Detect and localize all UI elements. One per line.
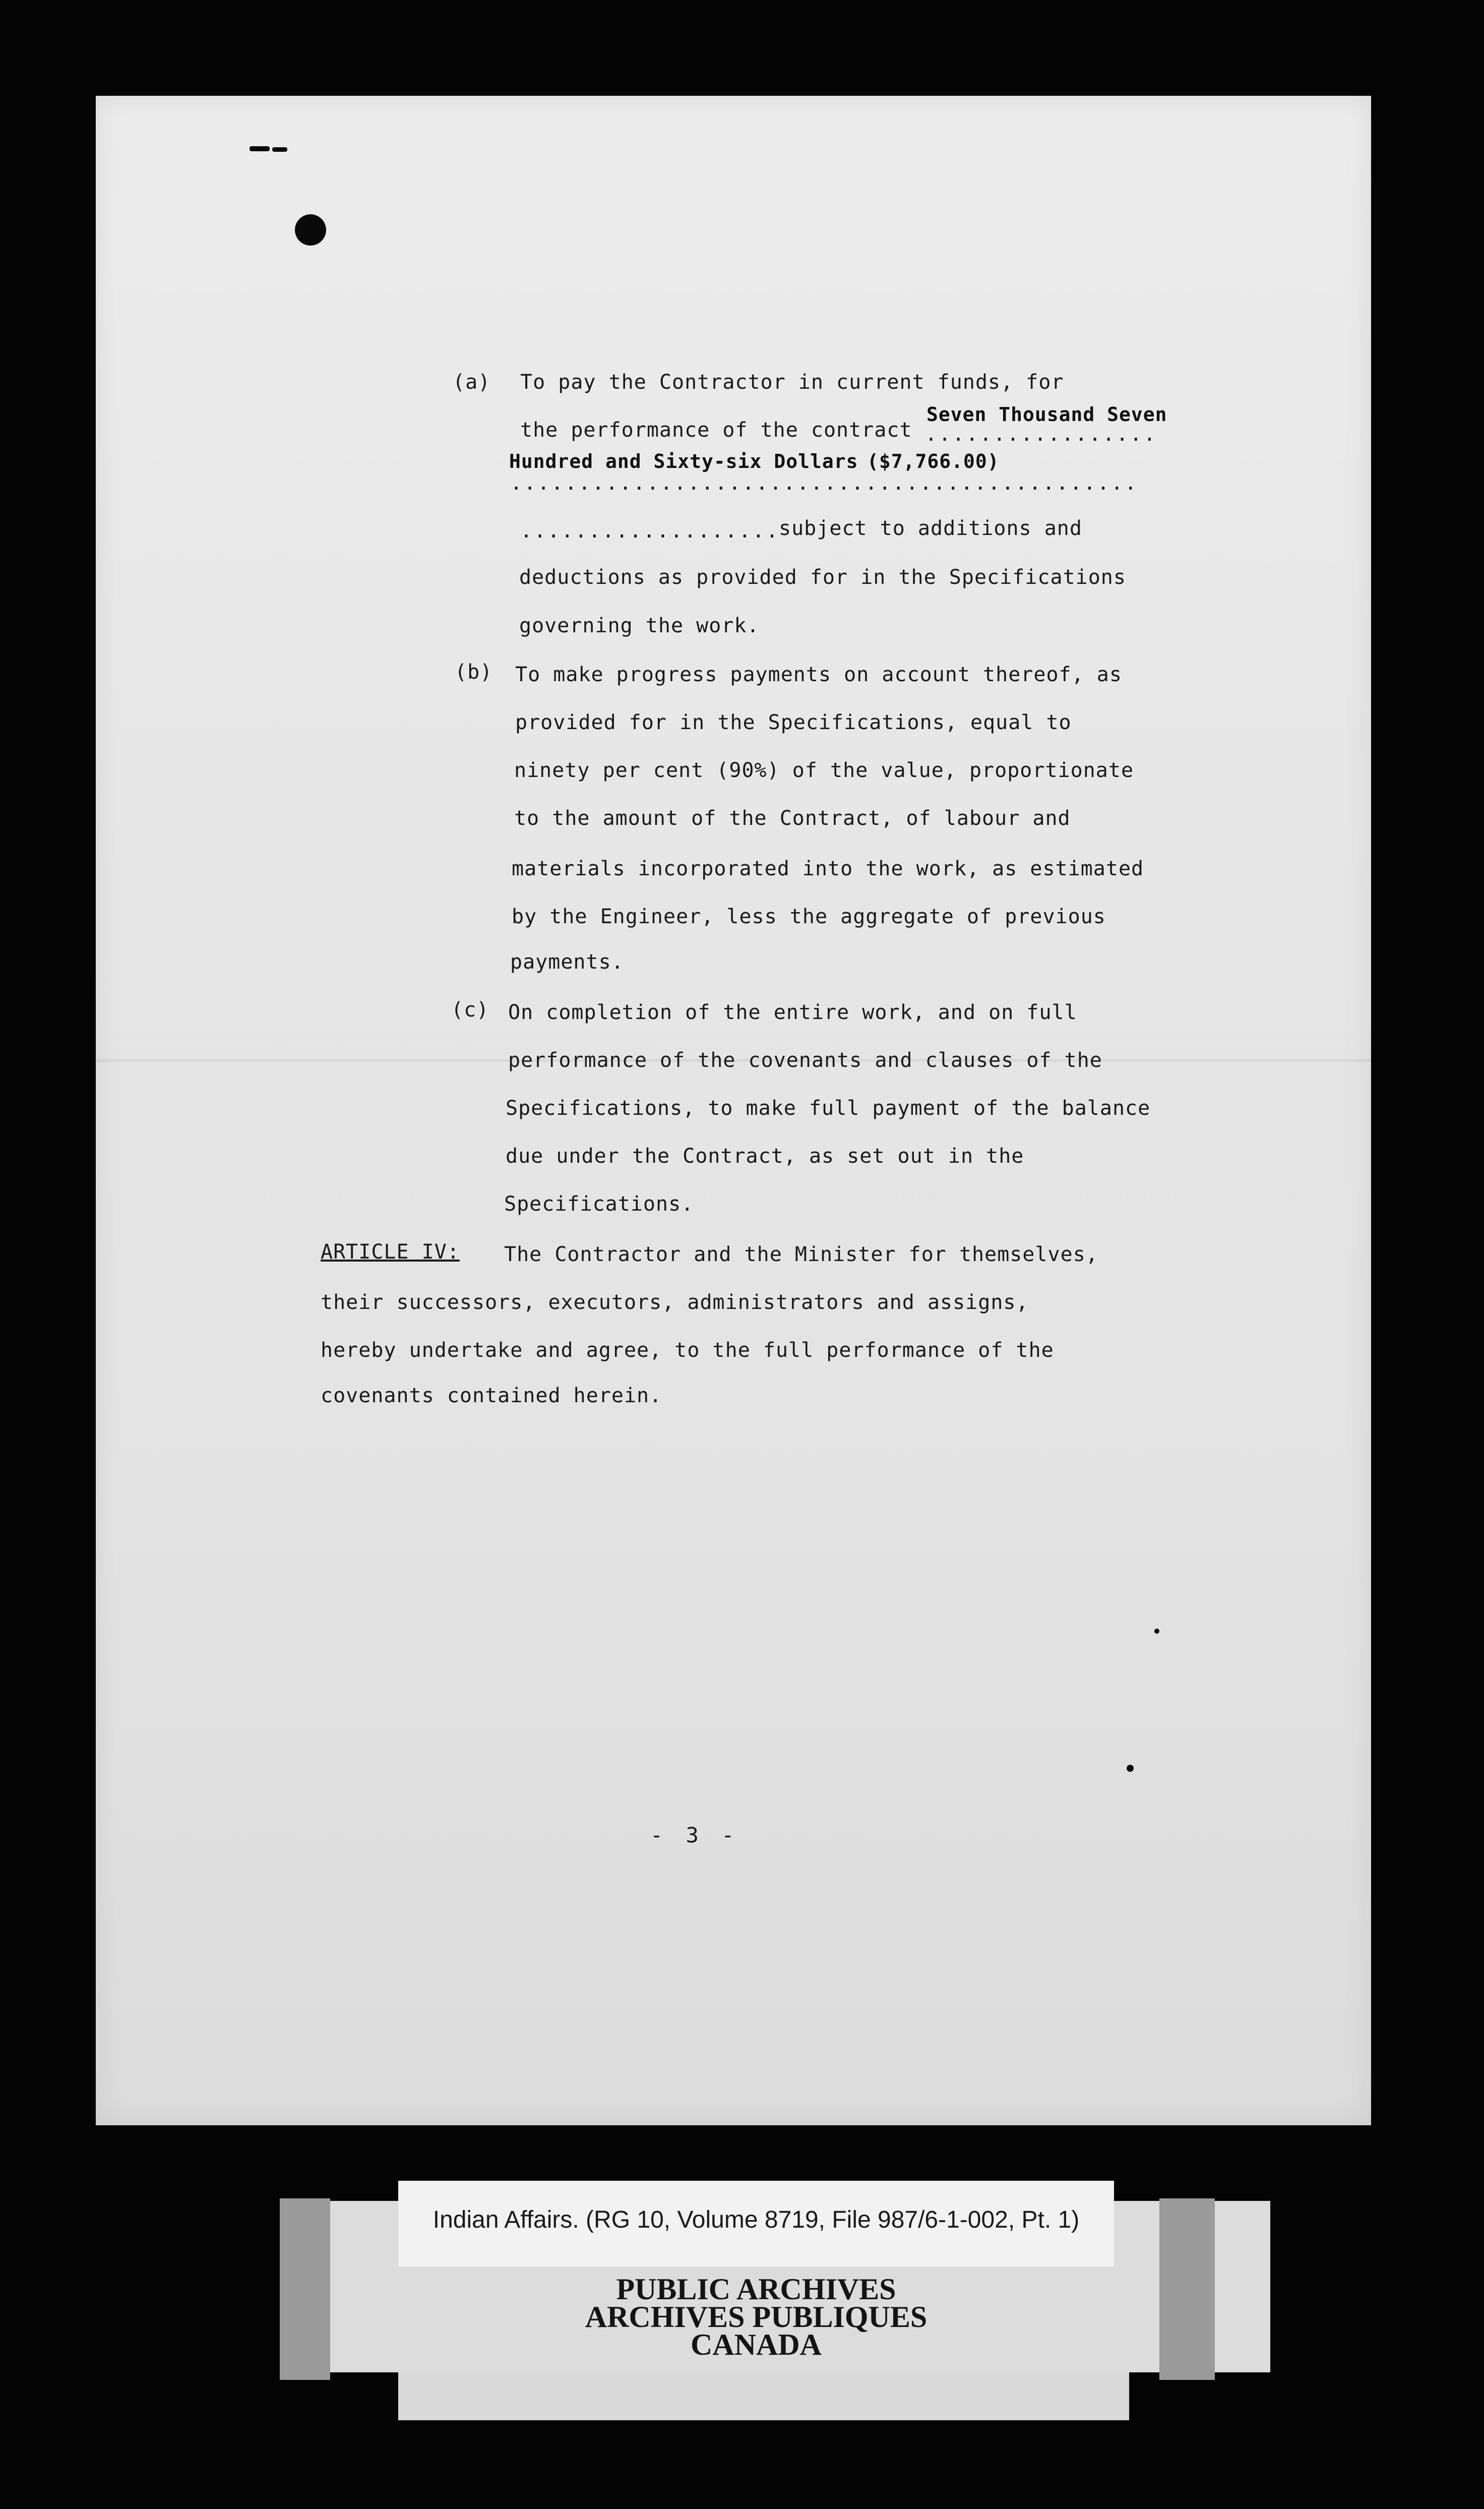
archive-stamp-line-2: ARCHIVES PUBLIQUES [585, 2300, 928, 2334]
item-c-line: performance of the covenants and clauses of the [508, 1049, 1102, 1072]
ink-speck [250, 146, 270, 151]
amount-in-figures: ($7,766.00) [867, 450, 1000, 472]
amount-in-words-part-2: Hundred and Sixty-six Dollars [509, 450, 858, 472]
ink-speck [1154, 1629, 1159, 1634]
item-b-line: ninety per cent (90%) of the value, proportionate [514, 759, 1134, 782]
item-c-line: On completion of the entire work, and on full [508, 1001, 1077, 1024]
item-c-line: Specifications, to make full payment of the balance [506, 1097, 1151, 1120]
page-number: - 3 - [650, 1823, 739, 1847]
ink-speck [272, 147, 287, 152]
archive-stamp-line-1: PUBLIC ARCHIVES [616, 2273, 896, 2306]
label-clip-left [280, 2198, 330, 2380]
item-b-line: To make progress payments on account thereof, as [515, 663, 1122, 686]
item-b-line: by the Engineer, less the aggregate of previous [512, 905, 1106, 928]
article-heading: ARTICLE IV: [321, 1240, 460, 1264]
archive-label-bottom-strip [398, 2372, 1129, 2420]
item-a-dots-3: ................... [520, 519, 780, 543]
item-a-marker: (a) [453, 371, 491, 394]
item-c-marker: (c) [451, 998, 489, 1022]
item-c-line: due under the Contract, as set out in the [506, 1145, 1024, 1168]
item-a-dots-1: ................. [925, 423, 1157, 446]
article-line: covenants contained herein. [321, 1384, 662, 1407]
item-a-line-2: the performance of the contract [520, 419, 912, 442]
item-c-line: Specifications. [504, 1192, 694, 1216]
item-a-line-1: To pay the Contractor in current funds, for [520, 371, 1064, 394]
item-a-line-4: subject to additions and [779, 517, 1082, 540]
article-line: their successors, executors, administrators and assigns, [321, 1291, 1029, 1314]
hole-punch-mark [295, 214, 326, 246]
item-a-dots-2: .............................................. [510, 471, 1138, 495]
archive-reference: Indian Affairs. (RG 10, Volume 8719, File 987/6-1-002, Pt. 1) [432, 2206, 1080, 2233]
item-a-line-5: deductions as provided for in the Specifications [519, 566, 1126, 589]
item-b-marker: (b) [455, 661, 493, 684]
item-b-line: materials incorporated into the work, as estimated [512, 857, 1144, 880]
article-line: hereby undertake and agree, to the full performance of the [321, 1339, 1054, 1362]
item-b-line: provided for in the Specifications, equal to [515, 711, 1072, 734]
item-a-line-6: governing the work. [519, 614, 760, 637]
amount-in-words-part-1: Seven Thousand Seven [926, 403, 1167, 426]
archive-stamp-line-3: CANADA [691, 2328, 822, 2361]
ink-speck [1127, 1765, 1134, 1772]
item-b-line: to the amount of the Contract, of labour and [514, 807, 1071, 830]
article-line-1: The Contractor and the Minister for themselves, [504, 1243, 1098, 1266]
label-clip-right [1159, 2198, 1215, 2380]
item-b-line: payments. [510, 950, 624, 974]
